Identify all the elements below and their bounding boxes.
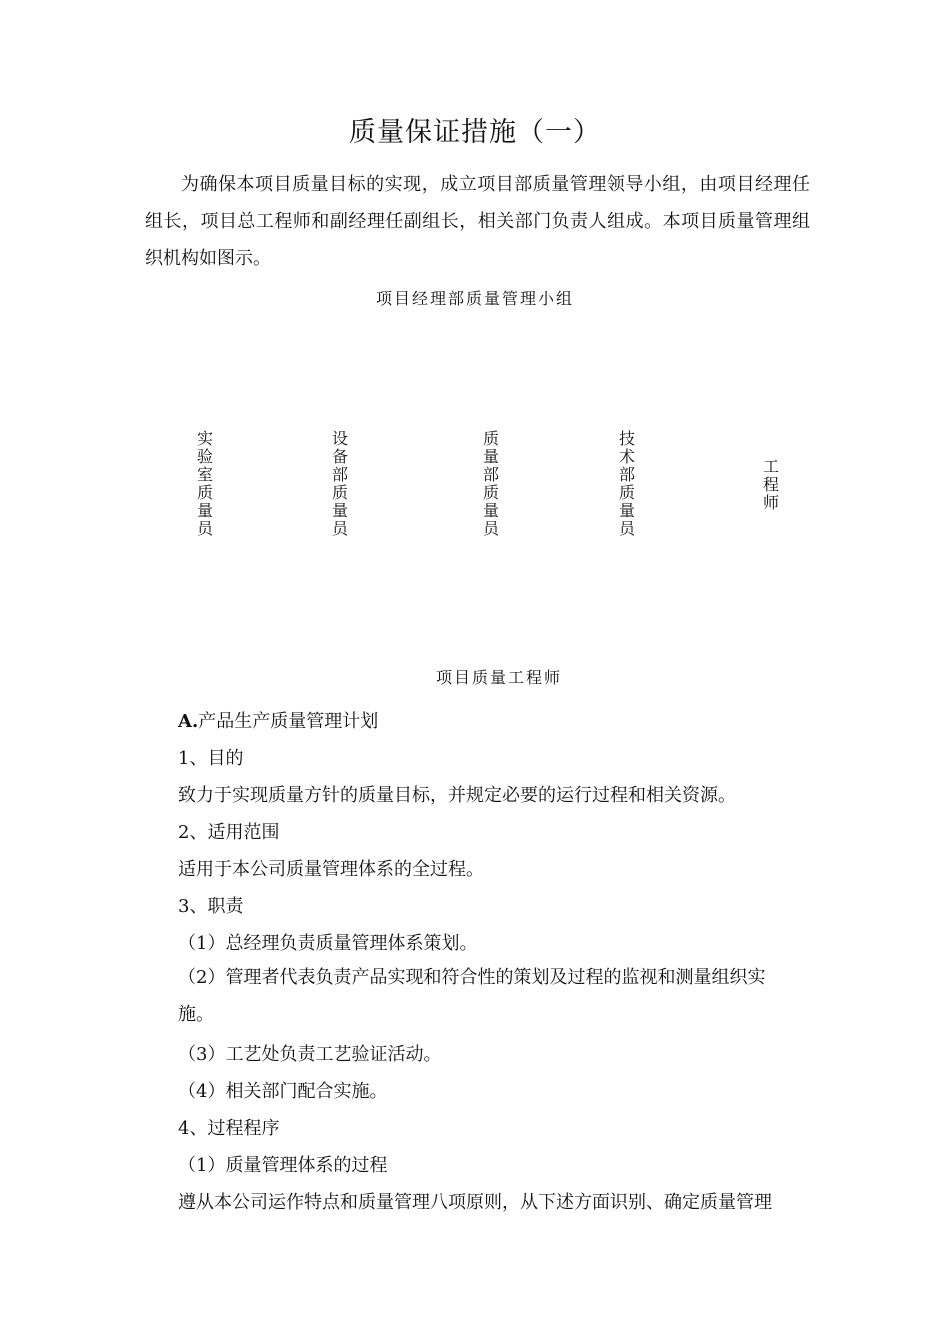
section-a-heading xyxy=(178,707,378,733)
org-col-equipment: 设备部质量员 xyxy=(331,429,348,538)
org-col-tech: 技术部质量员 xyxy=(618,429,635,538)
section-a-prefix: A. xyxy=(178,711,199,732)
para-1: 致力于实现质量方针的质量目标，并规定必要的运行过程和相关资源。 xyxy=(178,785,736,806)
intro-paragraph: 为确保本项目质量目标的实现，成立项目部质量管理领导小组，由项目经理任组长，项目总工程师和副经理任副组长，相关部门负责人组成。本项目质量管理组织机构如图示。 xyxy=(145,174,810,269)
heading-2: 2、适用范围 xyxy=(178,822,280,843)
resp-4: （4）相关部门配合实施。 xyxy=(178,1081,388,1102)
page-title: 质量保证措施（一） xyxy=(349,117,601,148)
section-a-title: 产品生产质量管理计划 xyxy=(198,711,379,732)
resp-2: （2）管理者代表负责产品实现和符合性的策划及过程的监视和测量组织实施。 xyxy=(178,967,766,1025)
heading-4: 4、过程程序 xyxy=(178,1118,280,1139)
resp-1: （1）总经理负责质量管理体系策划。 xyxy=(178,933,478,954)
org-col-quality: 质量部质量员 xyxy=(482,429,499,538)
org-top-label: 项目经理部质量管理小组 xyxy=(375,289,574,308)
subheading-1: （1）质量管理体系的过程 xyxy=(178,1155,388,1176)
para-2: 适用于本公司质量管理体系的全过程。 xyxy=(178,859,484,880)
heading-1: 1、目的 xyxy=(178,748,244,769)
para-4: 遵从本公司运作特点和质量管理八项原则，从下述方面识别、确定质量管理 xyxy=(178,1192,772,1213)
org-bottom-label: 项目质量工程师 xyxy=(435,668,562,687)
org-col-lab: 实验室质量员 xyxy=(196,429,213,538)
org-col-engineer: 工程师 xyxy=(762,457,779,512)
resp-3: （3）工艺处负责工艺验证活动。 xyxy=(178,1044,442,1065)
heading-3: 3、职责 xyxy=(178,896,244,917)
